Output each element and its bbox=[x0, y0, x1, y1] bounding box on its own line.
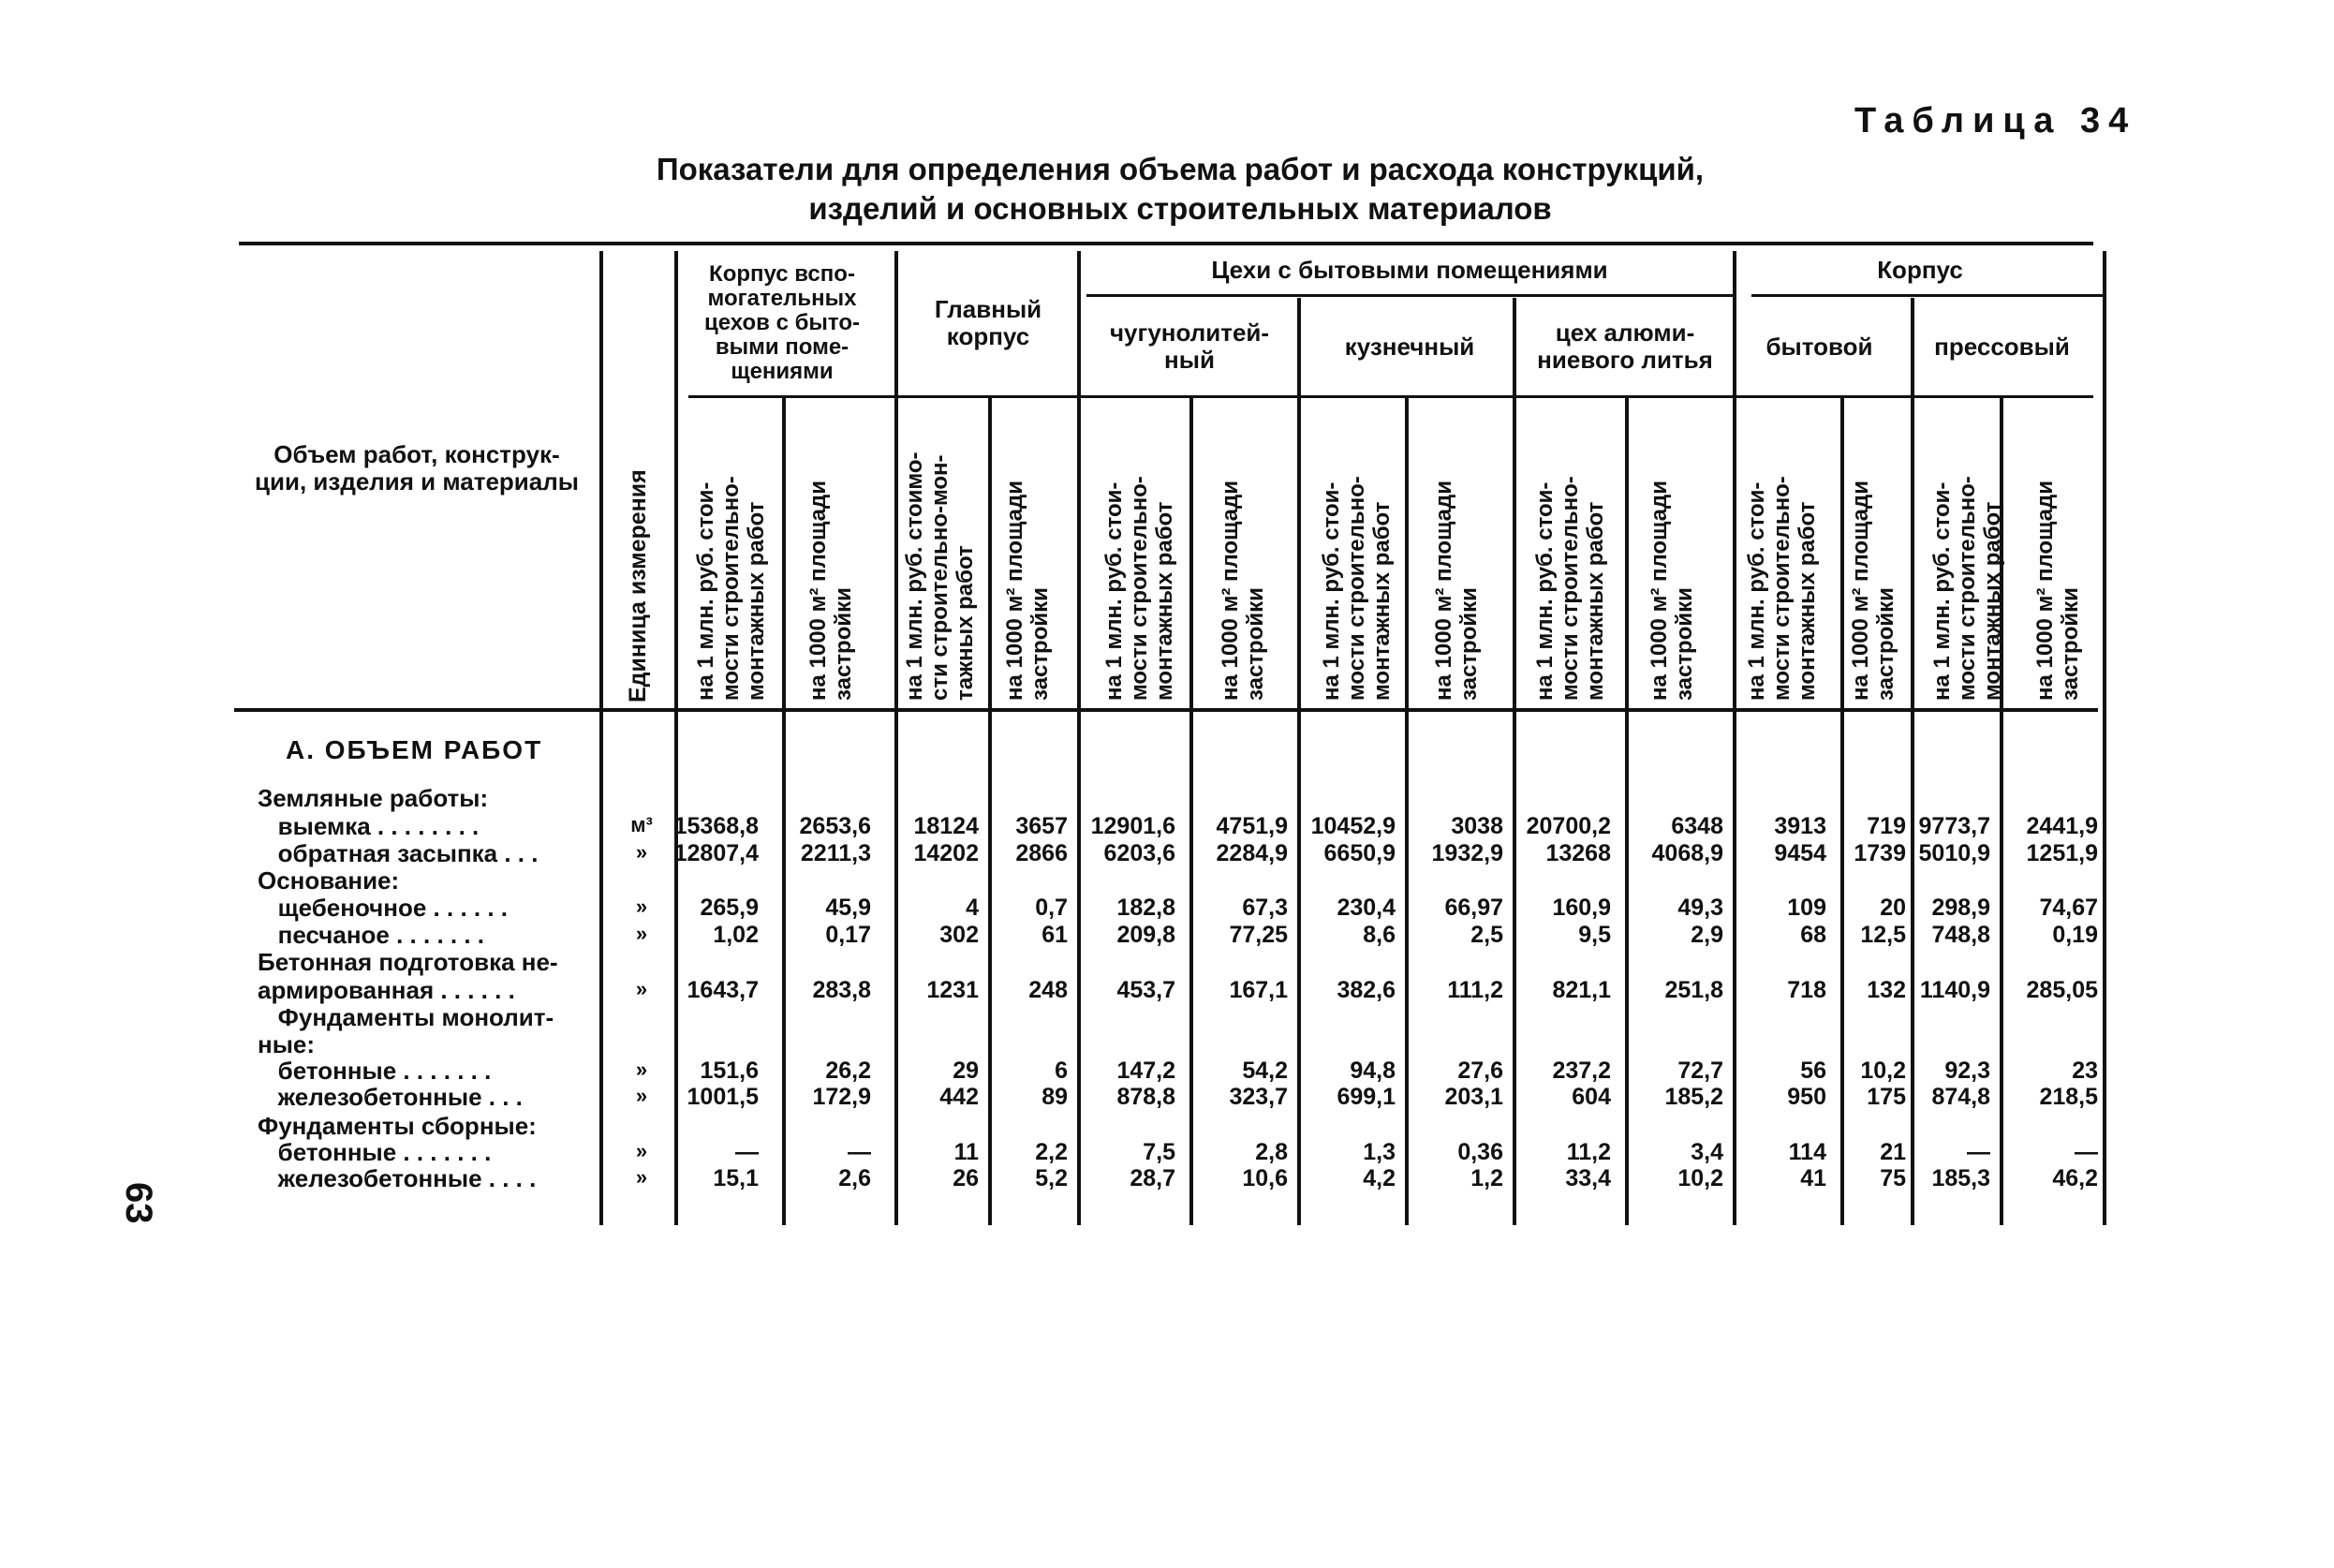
table-cell: 821,1 bbox=[1552, 977, 1611, 1003]
table-title bbox=[524, 150, 1836, 229]
table-cell: 9454 bbox=[1774, 840, 1826, 866]
table-cell: 285,05 bbox=[2026, 977, 2098, 1003]
row-unit: м³ bbox=[630, 813, 653, 836]
table-cell: 4 bbox=[966, 895, 979, 921]
table-cell: 2866 bbox=[1015, 840, 1068, 866]
table-cell: 1932,9 bbox=[1431, 840, 1503, 866]
table-cell: 2211,3 bbox=[800, 840, 871, 866]
table-row bbox=[0, 1058, 2334, 1084]
table-cell: 185,2 bbox=[1664, 1084, 1723, 1110]
table-cell: 41 bbox=[1800, 1165, 1826, 1191]
table-cell: 604 bbox=[1572, 1084, 1611, 1110]
table-cell: 203,1 bbox=[1444, 1084, 1503, 1110]
table-cell: 92,3 bbox=[1944, 1058, 1990, 1084]
col-header-main-a: на 1 млн. руб. стоимо- сти строительно-мон- тажных работ bbox=[902, 451, 978, 701]
table-cell: 94,8 bbox=[1350, 1058, 1396, 1084]
col-header-household-b: на 1000 м² площади застройки bbox=[1848, 481, 1898, 701]
table-cell: 74,67 bbox=[2039, 895, 2098, 921]
table-cell: 209,8 bbox=[1116, 922, 1175, 948]
col-header-press-b: на 1000 м² площади застройки bbox=[2032, 481, 2083, 701]
table-cell: 1643,7 bbox=[687, 977, 759, 1003]
title-line-1: Показатели для определения объема работ и расхода конструкций, bbox=[656, 152, 1705, 186]
table-cell: 1739 bbox=[1854, 840, 1906, 866]
table-cell: 251,8 bbox=[1664, 977, 1723, 1003]
table-cell: 20700,2 bbox=[1526, 813, 1611, 839]
table-cell: 7,5 bbox=[1143, 1139, 1175, 1165]
table-cell: 4751,9 bbox=[1216, 813, 1288, 839]
table-cell: 77,25 bbox=[1229, 922, 1288, 948]
table-cell: 10,2 bbox=[1677, 1165, 1723, 1191]
col-header-cast-b: на 1000 м² площади застройки bbox=[1218, 481, 1268, 701]
row-unit: » bbox=[635, 840, 648, 864]
table-cell: 167,1 bbox=[1229, 977, 1288, 1003]
table-row bbox=[0, 840, 2334, 866]
table-cell: 27,6 bbox=[1457, 1058, 1503, 1084]
row-unit: » bbox=[635, 1058, 648, 1081]
table-cell: 382,6 bbox=[1337, 977, 1396, 1003]
col-header-alum-a: на 1 млн. руб. стои- мости строительно- монтажных работ bbox=[1532, 476, 1608, 701]
table-cell: 33,4 bbox=[1565, 1165, 1611, 1191]
table-cell: 151,6 bbox=[700, 1058, 759, 1084]
table-cell: 14202 bbox=[913, 840, 979, 866]
row-label: ные: bbox=[258, 1030, 316, 1058]
table-cell: 12,5 bbox=[1860, 922, 1906, 948]
table-row bbox=[0, 1139, 2334, 1165]
subgroup-rule-korpus bbox=[1751, 294, 2103, 297]
subgroup-household: бытовой bbox=[1765, 332, 1873, 361]
table-cell: 18124 bbox=[913, 813, 979, 839]
row-label: Основание: bbox=[258, 866, 400, 895]
table-cell: 12807,4 bbox=[673, 840, 759, 866]
table-cell: 67,3 bbox=[1242, 895, 1288, 921]
row-label: Бетонная подготовка не- bbox=[258, 948, 558, 976]
table-cell: 1140,9 bbox=[1919, 977, 1990, 1003]
table-row bbox=[0, 867, 2334, 894]
table-cell: 748,8 bbox=[1931, 922, 1990, 948]
col-header-aux-b: на 1000 м² площади застройки bbox=[805, 481, 856, 701]
col-header-alum-b: на 1000 м² площади застройки bbox=[1647, 481, 1697, 701]
table-cell: 49,3 bbox=[1677, 895, 1723, 921]
table-row bbox=[0, 1165, 2334, 1191]
table-cell: 453,7 bbox=[1116, 977, 1175, 1003]
table-cell: 175 bbox=[1867, 1084, 1906, 1110]
table-cell: 718 bbox=[1787, 977, 1826, 1003]
table-cell: 68 bbox=[1800, 922, 1826, 948]
table-row bbox=[0, 895, 2334, 921]
table-cell: 11,2 bbox=[1566, 1139, 1611, 1165]
col-header-forge-a: на 1 млн. руб. стои- мости строительно- монтажных работ bbox=[1319, 476, 1395, 701]
table-row bbox=[0, 813, 2334, 839]
table-cell: 230,4 bbox=[1337, 895, 1396, 921]
row-unit: » bbox=[635, 1084, 648, 1107]
table-cell: 2,9 bbox=[1691, 922, 1723, 948]
table-cell: 8,6 bbox=[1363, 922, 1396, 948]
subgroup-press: прессовый bbox=[1934, 332, 2070, 361]
table-cell: 1231 bbox=[926, 977, 979, 1003]
table-row bbox=[0, 949, 2334, 975]
subgroup-aluminium: цех алюми- ниевого литья bbox=[1537, 318, 1713, 374]
row-label: железобетонные . . . . bbox=[258, 1164, 537, 1192]
table-cell: 147,2 bbox=[1116, 1058, 1175, 1084]
table-cell: — bbox=[848, 1139, 871, 1165]
table-cell: 132 bbox=[1867, 977, 1906, 1003]
table-cell: 0,36 bbox=[1457, 1139, 1503, 1165]
table-cell: 2,6 bbox=[838, 1165, 871, 1191]
subgroup-rule-tsekhi bbox=[1086, 294, 1733, 297]
table-cell: 111,2 bbox=[1447, 977, 1503, 1003]
table-cell: 265,9 bbox=[700, 895, 759, 921]
table-cell: 26,2 bbox=[825, 1058, 871, 1084]
table-cell: 699,1 bbox=[1337, 1084, 1396, 1110]
table-cell: 160,9 bbox=[1552, 895, 1611, 921]
table-cell: 46,2 bbox=[2052, 1165, 2098, 1191]
col-header-forge-b: на 1000 м² площади застройки bbox=[1431, 481, 1482, 701]
subgroup-cast-iron: чугунолитей- ный bbox=[1109, 318, 1270, 374]
row-label: бетонные . . . . . . . bbox=[258, 1057, 492, 1085]
table-cell: 13268 bbox=[1545, 840, 1611, 866]
header-group-aux: Корпус вспо- могательных цехов с быто- выми поме- щениями bbox=[703, 261, 861, 384]
table-cell: 26 bbox=[953, 1165, 979, 1191]
row-label: бетонные . . . . . . . bbox=[258, 1138, 492, 1166]
table-cell: 283,8 bbox=[812, 977, 871, 1003]
header-unit: Единица измерения bbox=[625, 469, 651, 703]
col-header-cast-a: на 1 млн. руб. стои- мости строительно- монтажных работ bbox=[1101, 476, 1177, 701]
table-cell: 10,2 bbox=[1860, 1058, 1906, 1084]
table-cell: 45,9 bbox=[825, 895, 871, 921]
table-row bbox=[0, 1084, 2334, 1110]
table-cell: 237,2 bbox=[1552, 1058, 1611, 1084]
table-cell: 56 bbox=[1800, 1058, 1826, 1084]
table-cell: 298,9 bbox=[1931, 895, 1990, 921]
table-cell: 185,3 bbox=[1931, 1165, 1990, 1191]
header-group-korpus: Корпус bbox=[1877, 255, 1963, 284]
table-cell: 20 bbox=[1880, 895, 1906, 921]
table-cell: 1,2 bbox=[1470, 1165, 1503, 1191]
table-cell: 0,7 bbox=[1035, 895, 1068, 921]
col-header-press-a: на 1 млн. руб. стои- мости строительно- монтажных работ bbox=[1929, 476, 2005, 701]
table-row bbox=[0, 785, 2334, 811]
table-cell: 218,5 bbox=[2039, 1084, 2098, 1110]
table-cell: 9,5 bbox=[1578, 922, 1611, 948]
table-cell: — bbox=[735, 1139, 759, 1165]
table-cell: 11 bbox=[953, 1139, 979, 1165]
table-cell: 12901,6 bbox=[1090, 813, 1175, 839]
table-cell: 1,3 bbox=[1363, 1139, 1396, 1165]
table-cell: 0,19 bbox=[2052, 922, 2098, 948]
table-cell: 54,2 bbox=[1242, 1058, 1288, 1084]
table-cell: 15368,8 bbox=[673, 813, 759, 839]
table-cell: 2653,6 bbox=[799, 813, 871, 839]
table-row bbox=[0, 922, 2334, 948]
title-line-2: изделий и основных строительных материалов bbox=[808, 191, 1552, 226]
table-cell: 719 bbox=[1867, 813, 1906, 839]
table-cell: 6203,6 bbox=[1103, 840, 1175, 866]
page-number: 63 bbox=[118, 1182, 159, 1224]
table-cell: — bbox=[1967, 1139, 1990, 1165]
table-cell: 75 bbox=[1880, 1165, 1906, 1191]
table-cell: 109 bbox=[1787, 895, 1826, 921]
table-cell: 2,5 bbox=[1470, 922, 1503, 948]
table-cell: 28,7 bbox=[1130, 1165, 1175, 1191]
header-group-tsekhi: Цехи с бытовыми помещениями bbox=[1211, 255, 1608, 284]
table-cell: 2,8 bbox=[1255, 1139, 1288, 1165]
table-cell: 442 bbox=[939, 1084, 979, 1110]
col-header-household-a: на 1 млн. руб. стои- мости строительно- монтажных работ bbox=[1744, 476, 1820, 701]
row-label: щебеночное . . . . . . bbox=[258, 894, 509, 922]
row-label: Фундаменты сборные: bbox=[258, 1112, 537, 1140]
header-bottom-rule bbox=[234, 708, 2098, 712]
table-cell: 2284,9 bbox=[1216, 840, 1288, 866]
table-caption: Таблица 34 bbox=[1854, 101, 2137, 141]
header-row-label: Объем работ, конструк- ции, изделия и материалы bbox=[255, 440, 579, 496]
table-cell: 114 bbox=[1788, 1139, 1826, 1165]
table-cell: 0,17 bbox=[825, 922, 871, 948]
row-unit: » bbox=[635, 895, 648, 918]
col-header-aux-a: на 1 млн. руб. стои- мости строительно- монтажных работ bbox=[693, 476, 769, 701]
row-label: Фундаменты монолит- bbox=[258, 1003, 554, 1031]
table-cell: 15,1 bbox=[713, 1165, 759, 1191]
table-cell: 3,4 bbox=[1691, 1139, 1723, 1165]
table-cell: 21 bbox=[1880, 1139, 1906, 1165]
row-label: армированная . . . . . . bbox=[258, 976, 515, 1004]
table-cell: 6 bbox=[1055, 1058, 1068, 1084]
header-group-main: Главный корпус bbox=[934, 295, 1042, 350]
table-cell: 3038 bbox=[1451, 813, 1503, 839]
table-cell: 89 bbox=[1041, 1084, 1068, 1110]
table-cell: 2441,9 bbox=[2026, 813, 2098, 839]
table-cell: 248 bbox=[1028, 977, 1068, 1003]
row-label: Земляные работы: bbox=[258, 784, 489, 812]
table-row bbox=[0, 1031, 2334, 1058]
table-cell: 4068,9 bbox=[1651, 840, 1723, 866]
table-cell: 6650,9 bbox=[1323, 840, 1396, 866]
subheader-rule bbox=[688, 395, 2093, 398]
table-cell: 29 bbox=[953, 1058, 979, 1084]
col-header-main-b: на 1000 м² площади застройки bbox=[1002, 481, 1053, 701]
top-rule bbox=[239, 242, 2093, 245]
row-unit: » bbox=[635, 977, 648, 1000]
table-cell: 323,7 bbox=[1229, 1084, 1288, 1110]
subgroup-forge: кузнечный bbox=[1344, 332, 1475, 361]
row-unit: » bbox=[635, 922, 648, 945]
row-unit: » bbox=[635, 1139, 648, 1162]
table-cell: 4,2 bbox=[1363, 1165, 1396, 1191]
table-cell: 10452,9 bbox=[1310, 813, 1396, 839]
table-cell: — bbox=[2075, 1139, 2098, 1165]
table-cell: 2,2 bbox=[1035, 1139, 1068, 1165]
table-row bbox=[0, 977, 2334, 1003]
row-label: обратная засыпка . . . bbox=[258, 839, 539, 867]
table-cell: 878,8 bbox=[1116, 1084, 1175, 1110]
table-row bbox=[0, 1004, 2334, 1030]
table-cell: 23 bbox=[2072, 1058, 2098, 1084]
table-cell: 61 bbox=[1041, 922, 1068, 948]
table-cell: 66,97 bbox=[1444, 895, 1503, 921]
table-cell: 6348 bbox=[1671, 813, 1723, 839]
table-cell: 874,8 bbox=[1931, 1084, 1990, 1110]
table-cell: 3657 bbox=[1015, 813, 1068, 839]
table-cell: 3913 bbox=[1774, 813, 1826, 839]
row-unit: » bbox=[635, 1165, 648, 1189]
table-cell: 302 bbox=[939, 922, 979, 948]
table-cell: 950 bbox=[1787, 1084, 1826, 1110]
table-cell: 1001,5 bbox=[687, 1084, 759, 1110]
row-label: железобетонные . . . bbox=[258, 1083, 523, 1111]
table-cell: 9773,7 bbox=[1918, 813, 1990, 839]
table-cell: 182,8 bbox=[1116, 895, 1175, 921]
table-cell: 1251,9 bbox=[2026, 840, 2098, 866]
table-cell: 72,7 bbox=[1677, 1058, 1723, 1084]
table-row bbox=[0, 1113, 2334, 1139]
row-label: выемка . . . . . . . . bbox=[258, 812, 480, 840]
table-cell: 1,02 bbox=[713, 922, 759, 948]
table-cell: 10,6 bbox=[1242, 1165, 1288, 1191]
table-cell: 5,2 bbox=[1035, 1165, 1068, 1191]
section-title: А. ОБЪЕМ РАБОТ bbox=[286, 735, 543, 764]
table-cell: 5010,9 bbox=[1918, 840, 1990, 866]
table-cell: 172,9 bbox=[812, 1084, 871, 1110]
row-label: песчаное . . . . . . . bbox=[258, 921, 485, 949]
